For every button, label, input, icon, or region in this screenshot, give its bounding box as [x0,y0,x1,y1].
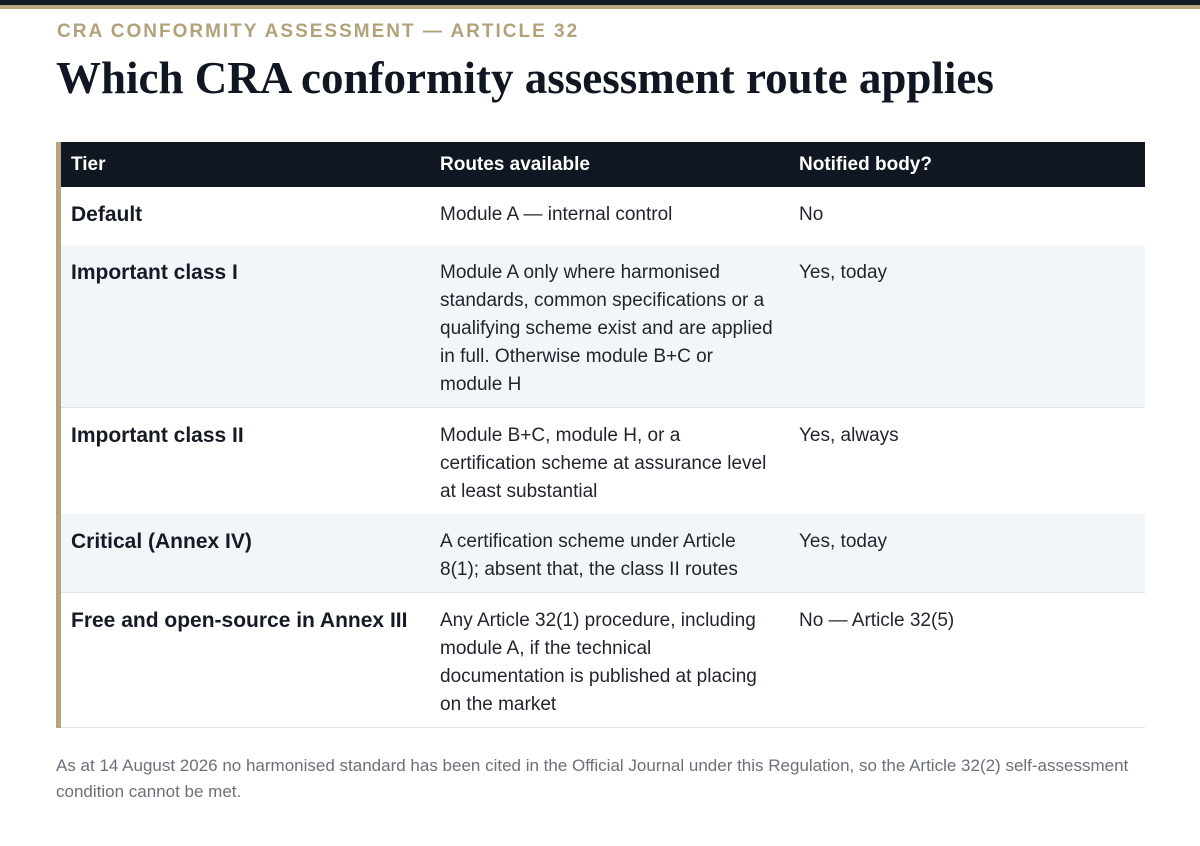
table-row [61,514,1145,593]
routes-cell: Module A — internal control [440,204,673,225]
routes-table-container [56,142,1145,728]
table-header-row [61,142,1145,187]
table-row [61,593,1145,728]
routes-cell: A certification scheme under Article 8(1); absent that, the class II routes [430,514,789,593]
notified-body-cell: Yes, today [789,245,1145,408]
table-row [61,187,1145,245]
top-rule [0,0,1200,9]
notified-body-cell: No — Article 32(5) [789,593,1145,728]
tier-cell: Free and open-source in Annex III [61,593,430,728]
routes-cell: Any Article 32(1) procedure, including module A, if the technical documentation is published at placing on the market [430,593,789,728]
table-header [61,142,1145,187]
notified-body-cell: Yes, today [789,514,1145,593]
eyebrow-label: CRA CONFORMITY ASSESSMENT — ARTICLE 32 [57,21,580,42]
tier-cell: Critical (Annex IV) [61,514,430,593]
table-row [61,408,1145,515]
tier-cell: Important class II [71,424,244,447]
page-title: Which CRA conformity assessment route applies [56,53,994,103]
routes-cell: Module A only where harmonised standards, common specifications or a qualifying scheme exist and are applied in full. Otherwise module B+C or module H [430,245,789,408]
table-body [61,187,1145,728]
table-row [61,245,1145,408]
routes-cell: Module B+C, module H, or a certification scheme at assurance level at least substantial [440,425,767,502]
column-header-routes: Routes available [430,142,789,187]
notified-body-cell: No [799,204,824,225]
column-header-tier: Tier [61,142,430,187]
tier-cell: Default [71,203,143,226]
tier-cell: Important class I [61,245,430,408]
notified-body-cell: Yes, always [799,425,899,446]
column-header-notified-body: Notified body? [789,142,1145,187]
routes-table [61,142,1145,728]
footnote: As at 14 August 2026 no harmonised standard has been cited in the Official Journal under this Regulation, so the Article 32(2) self-assessment condition cannot be met. [56,756,1129,801]
